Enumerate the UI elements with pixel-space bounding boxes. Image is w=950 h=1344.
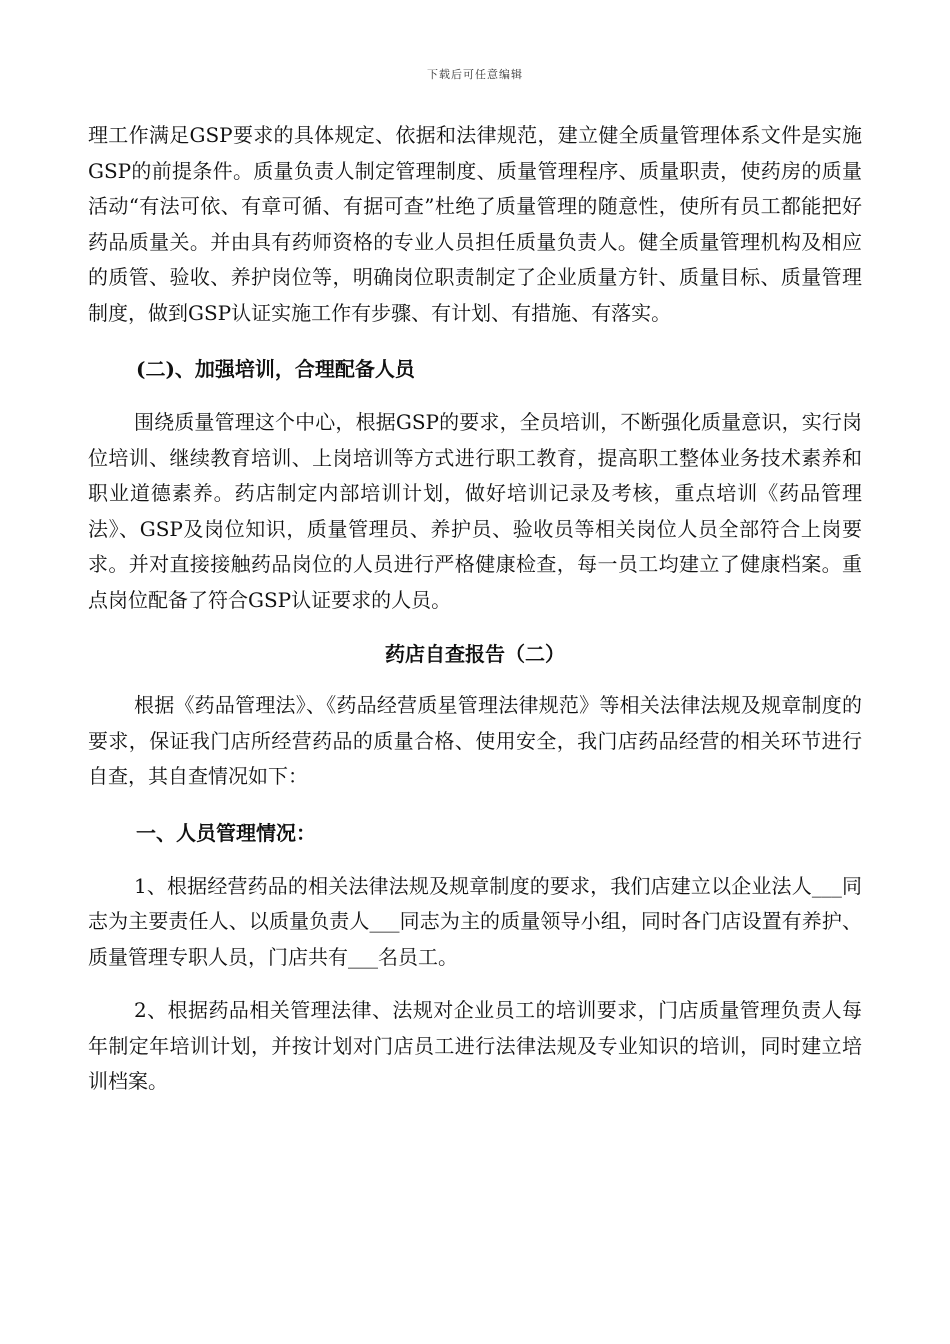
section-heading-training: (二)、加强培训，合理配备人员 [136, 357, 415, 381]
paragraph-item-1: 1、根据经营药品的相关法律法规及规章制度的要求，我们店建立以企业法人___同志为主要责任人、以质量负责人___同志为主的质量领导小组，同时各门店设置有养护、质量管理专职人员，门店共有___名员工。 [88, 873, 862, 969]
spacer [88, 975, 862, 993]
page-header-note: 下载后可任意编辑 [427, 68, 523, 81]
section-heading-personnel: 一、人员管理情况： [136, 820, 316, 845]
spacer [88, 618, 862, 636]
document-body [88, 118, 862, 1100]
spacer [88, 387, 862, 405]
spacer [88, 672, 862, 688]
spacer [88, 851, 862, 869]
spacer [88, 795, 862, 815]
paragraph-training: 围绕质量管理这个中心，根据GSP的要求，全员培训，不断强化质量意识，实行岗位培训、继续教育培训、上岗培训等方式进行职工教育，提高职工整体业务技术素养和职业道德素养。药店制定内部培训计划，做好培训记录及考核，重点培训《药品管理法》、GSP及岗位知识，质量管理员、养护员、验收员等相关岗位人员全部符合上岗要求。并对直接接触药品岗位的人员进行严格健康检查，每一员工均建立了健康档案。重点岗位配备了符合GSP认证要求的人员。 [88, 410, 862, 612]
paragraph-intro: 根据《药品管理法》、《药品经营质星管理法律规范》等相关法律法规及规章制度的要求，保证我门店所经营药品的质量合格、使用安全，我门店药品经营的相关环节进行自查，其自查情况如下： [88, 693, 862, 788]
paragraph-quality-system: 理工作满足GSP要求的具体规定、依据和法律规范，建立健全质量管理体系文件是实施GSP的前提条件。质量负责人制定管理制度、质量管理程序、质量职责，使药房的质量活动“有法可依、有章可循、有据可查”杜绝了质量管理的随意性，使所有员工都能把好药品质量关。并由具有药师资格的专业人员担任质量负责人。健全质量管理机构及相应的质管、验收、养护岗位等，明确岗位职责制定了企业质量方针、质量目标、质量管理制度，做到GSP认证实施工作有步骤、有计划、有措施、有落实。 [88, 123, 862, 325]
report-title: 药店自查报告（二） [385, 642, 565, 666]
paragraph-item-2: 2、根据药品相关管理法律、法规对企业员工的培训要求，门店质量管理负责人每年制定年培训计划，并按计划对门店员工进行法律法规及专业知识的培训，同时建立培训档案。 [88, 998, 862, 1093]
spacer [88, 331, 862, 351]
